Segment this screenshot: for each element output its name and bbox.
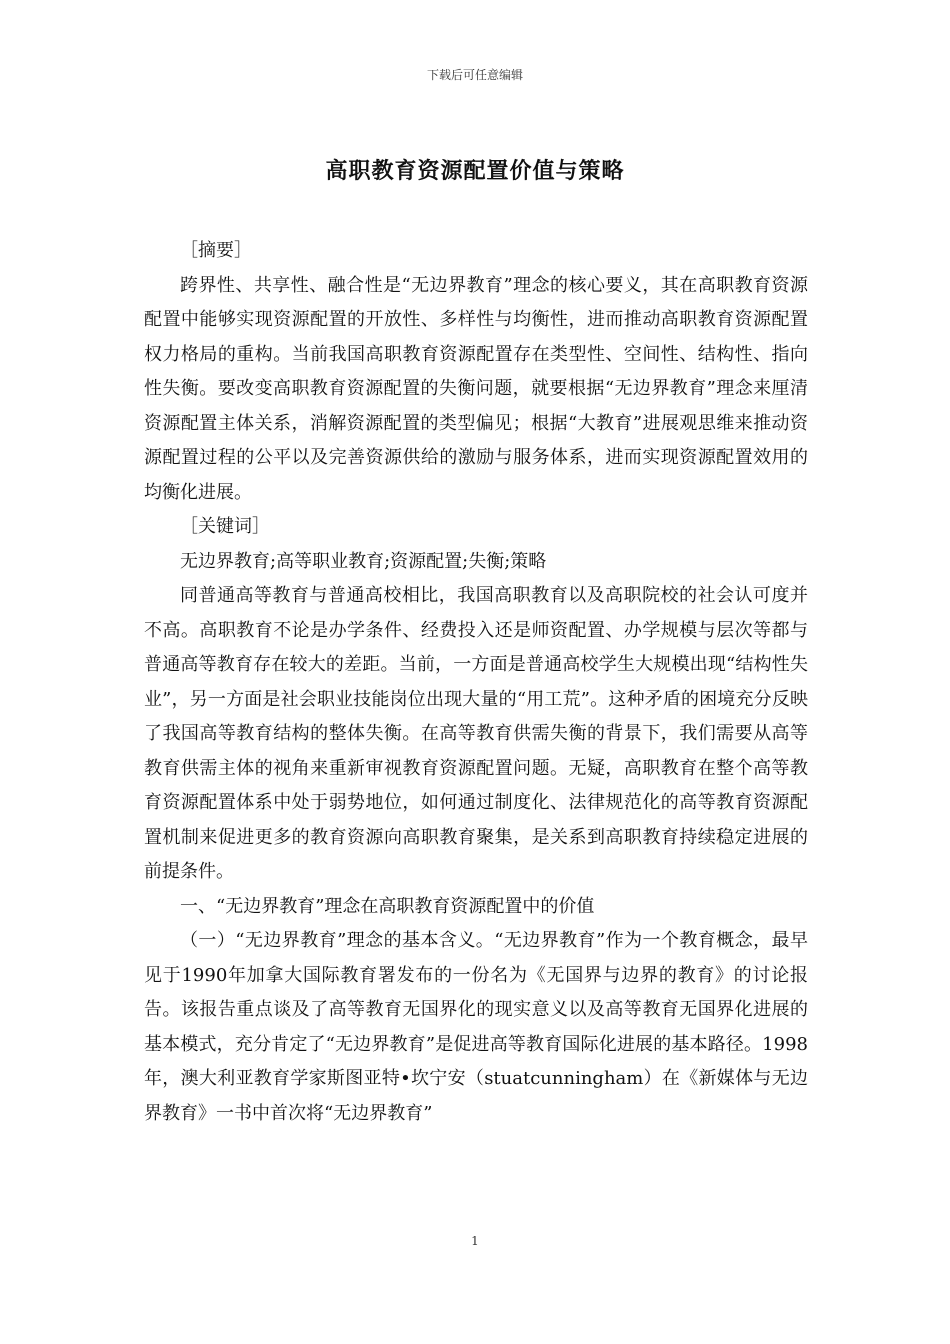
section-heading: 一、“无边界教育”理念在高职教育资源配置中的价值 (180, 895, 595, 917)
page-number: 1 (471, 1234, 479, 1248)
abstract-label: ［摘要］ (180, 240, 252, 261)
document-body (144, 234, 808, 1131)
document-title: 高职教育资源配置价值与策略 (325, 158, 625, 184)
subsection-paragraph: （一）“无边界教育”理念的基本含义。“无边界教育”作为一个教育概念，最早见于1990年加拿大国际教育署发布的一份名为《无国界与边界的教育》的讨论报告。该报告重点谈及了高等教育无国界化的现实意义以及高等教育无国界化进展的基本模式，充分肯定了“无边界教育”是促进高等教育国际化进展的基本路径。1998年，澳大利亚教育学家斯图亚特•坎宁安（stuatcunningham）在《新媒体与无边界教育》一书中首次将“无边界教育” (144, 930, 808, 1124)
keywords-paragraph: 无边界教育;高等职业教育;资源配置;失衡;策略 (180, 550, 547, 572)
page-header: 下载后可任意编辑 (426, 68, 523, 82)
abstract-paragraph: 跨界性、共享性、融合性是“无边界教育”理念的核心要义，其在高职教育资源配置中能够实现资源配置的开放性、多样性与均衡性，进而推动高职教育资源配置权力格局的重构。当前我国高职教育资源配置存在类型性、空间性、结构性、指向性失衡。要改变高职教育资源配置的失衡问题，就要根据“无边界教育”理念来厘清资源配置主体关系，消解资源配置的类型偏见；根据“大教育”进展观思维来推动资源配置过程的公平以及完善资源供给的激励与服务体系，进而实现资源配置效用的均衡化进展。 (144, 274, 808, 503)
intro-paragraph: 同普通高等教育与普通高校相比，我国高职教育以及高职院校的社会认可度并不高。高职教育不论是办学条件、经费投入还是师资配置、办学规模与层次等都与普通高等教育存在较大的差距。当前，一方面是普通高校学生大规模出现“结构性失业”，另一方面是社会职业技能岗位出现大量的“用工荒”。这种矛盾的困境充分反映了我国高等教育结构的整体失衡。在高等教育供需失衡的背景下，我们需要从高等教育供需主体的视角来重新审视教育资源配置问题。无疑，高职教育在整个高等教育资源配置体系中处于弱势地位，如何通过制度化、法律规范化的高等教育资源配置机制来促进更多的教育资源向高职教育聚集，是关系到高职教育持续稳定进展的前提条件。 (144, 585, 808, 882)
keywords-label: ［关键词］ (180, 516, 270, 537)
